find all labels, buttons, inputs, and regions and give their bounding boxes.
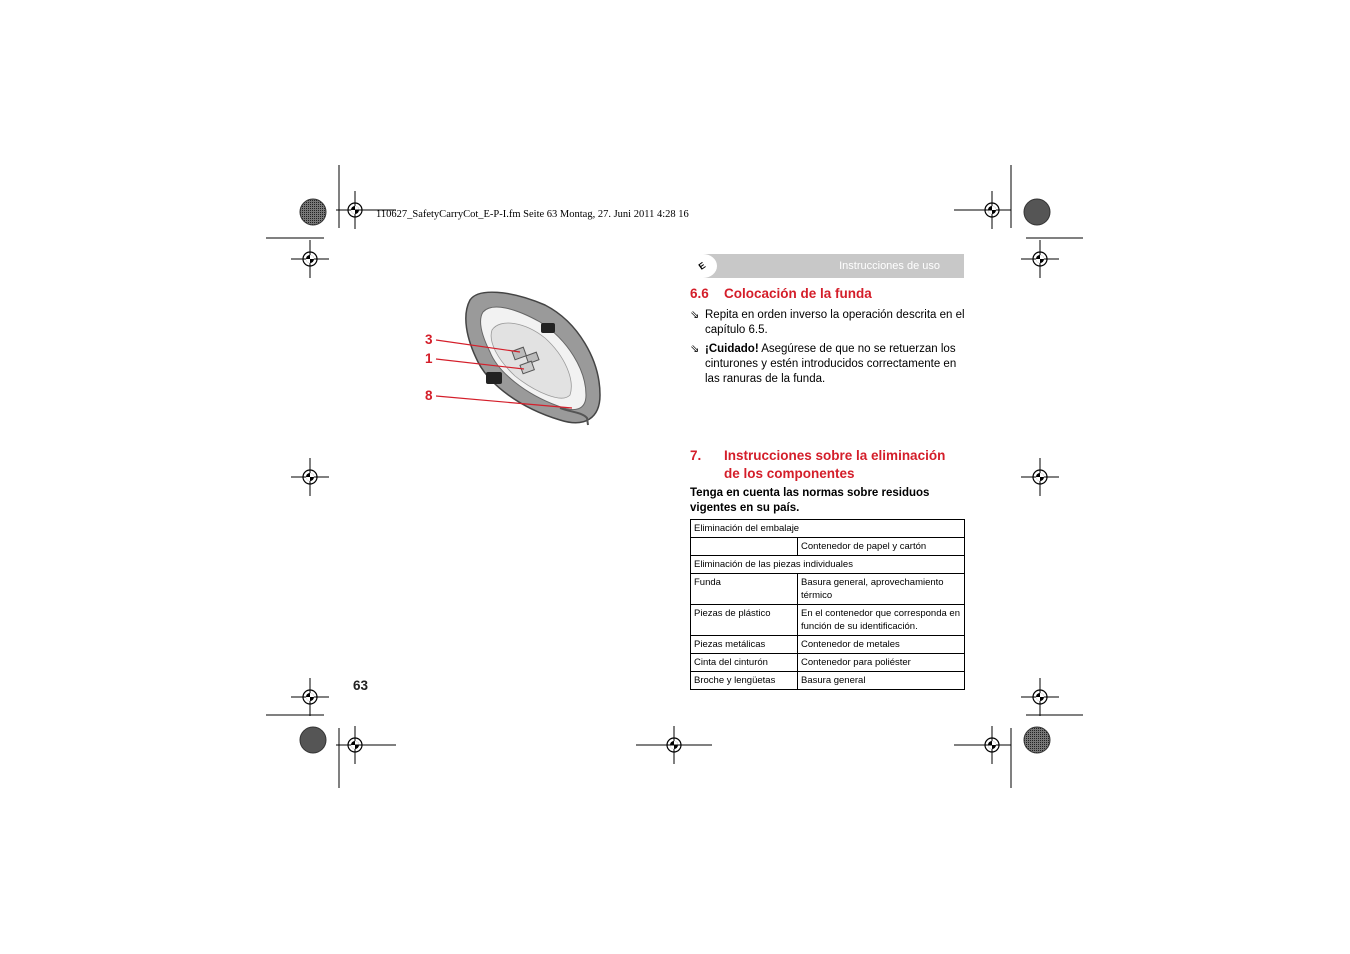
header-title: Instrucciones de uso [839, 260, 940, 272]
table-cell: En el contenedor que corresponda en función de su identificación. [798, 605, 965, 636]
page-number: 63 [353, 678, 369, 693]
section-heading-7 [690, 447, 965, 483]
instruction-text [690, 342, 965, 387]
table-cell: Contenedor para poliéster [798, 654, 965, 672]
arrow-icon: ⇘ [690, 309, 700, 321]
table-cell: Basura general [798, 672, 965, 690]
table-cell: Basura general, aprovechamiento térmico [798, 574, 965, 605]
table-row [691, 538, 965, 556]
instruction-text: Repita en orden inverso la operación descrita en el capítulo 6.5. [705, 309, 965, 336]
table-cell: Broche y lengüetas [691, 672, 798, 690]
section-title-line2: de los componentes [724, 466, 855, 481]
table-row [691, 654, 965, 672]
arrow-icon: ⇘ [690, 343, 700, 355]
callout-label: 3 [425, 332, 433, 347]
section-number: 7. [690, 448, 702, 463]
callout-label: 8 [425, 388, 433, 403]
section-title: Colocación de la funda [724, 286, 872, 301]
table-row [691, 605, 965, 636]
table-row [691, 574, 965, 605]
table-cell: Funda [691, 574, 798, 605]
instruction-item [690, 308, 965, 338]
table-row [691, 672, 965, 690]
warning-text: Asegúrese de que no se retuerzan los cinturones y estén introducidos correctamente en las ranuras de la funda. [705, 343, 957, 385]
disposal-table [690, 519, 965, 690]
callout-label: 1 [425, 351, 433, 366]
table-cell [691, 538, 798, 556]
table-row [691, 520, 965, 538]
table-cell: Contenedor de metales [798, 636, 965, 654]
table-cell: Cinta del cinturón [691, 654, 798, 672]
table-row [691, 636, 965, 654]
instruction-item [690, 342, 965, 387]
language-tab-letter: E [696, 260, 708, 272]
file-info: 110627_SafetyCarryCot_E-P-I.fm Seite 63 Montag, 27. Juni 2011 4:28 16 [376, 209, 689, 220]
lead-text: Tenga en cuenta las normas sobre residuos vigentes en su país. [690, 487, 930, 514]
warning-label: ¡Cuidado! [705, 343, 759, 355]
table-section-header: Eliminación del embalaje [691, 520, 965, 538]
table-cell: Piezas de plástico [691, 605, 798, 636]
section-title-line1: Instrucciones sobre la eliminación [724, 448, 946, 463]
table-cell: Contenedor de papel y cartón [798, 538, 965, 556]
table-cell: Piezas metálicas [691, 636, 798, 654]
table-row [691, 556, 965, 574]
table-section-header: Eliminación de las piezas individuales [691, 556, 965, 574]
section-number: 6.6 [690, 286, 709, 301]
